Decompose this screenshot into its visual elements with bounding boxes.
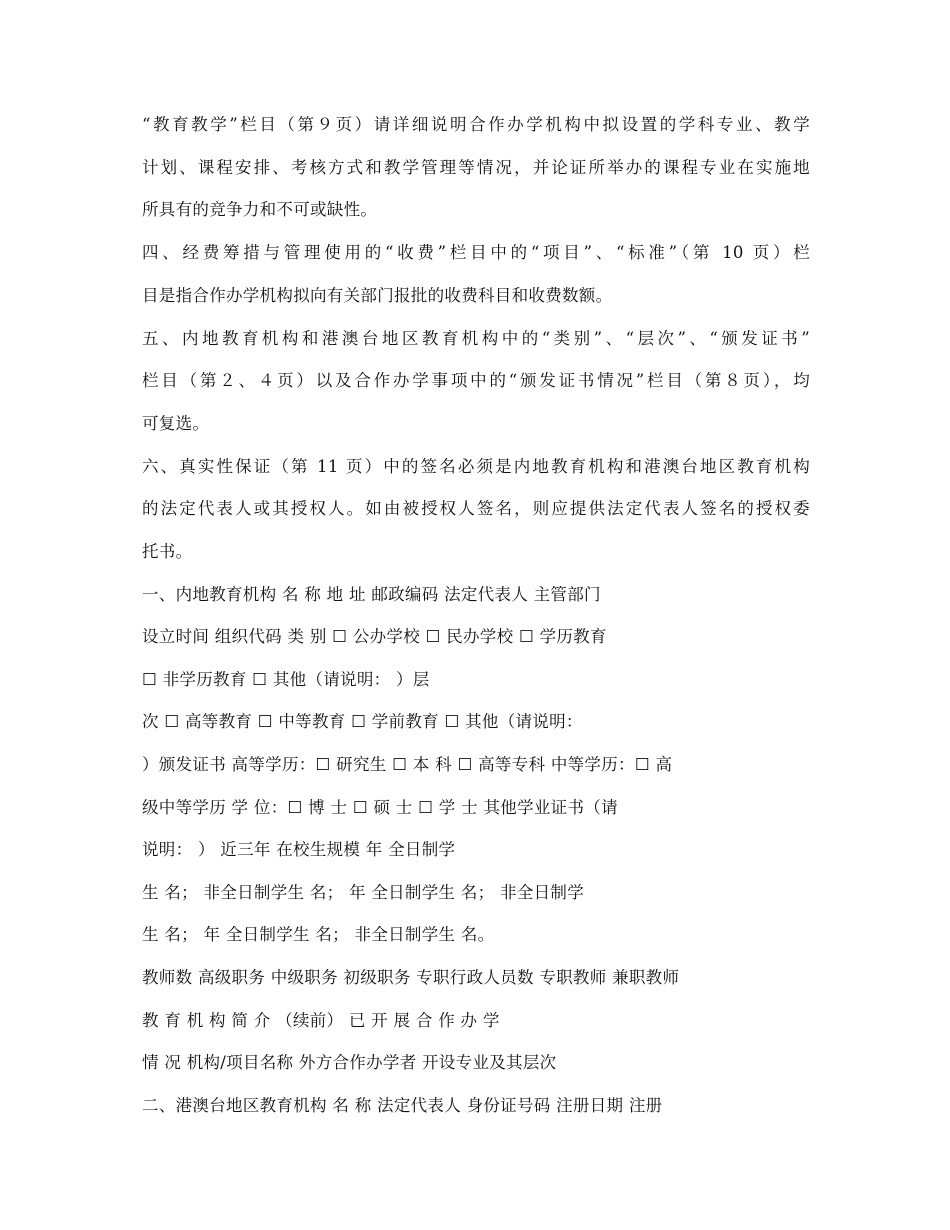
text-line: ☐ 非学历教育 ☐ 其他（请说明： ）层 [142, 670, 430, 689]
text-line: 次 ☐ 高等教育 ☐ 中等教育 ☐ 学前教育 ☐ 其他（请说明： [142, 712, 583, 731]
text-line: 托书。 [142, 542, 193, 561]
text-line: 的法定代表人或其授权人。如由被授权人签名，则应提供法定代表人签名的授权委 [142, 499, 810, 518]
text-line: 生 名； 年 全日制学生 名； 非全日制学生 名。 [142, 925, 495, 944]
text-line: 生 名； 非全日制学生 名； 年 全日制学生 名； 非全日制学 [142, 883, 585, 902]
text-line: 五、内地教育机构和港澳台地区教育机构中的“类别”、“层次”、“颁发证书” [142, 329, 810, 348]
text-line: 六、真实性保证（第 11 页）中的签名必须是内地教育机构和港澳台地区教育机构 [142, 457, 810, 476]
text-line: 四、经费筹措与管理使用的“收费”栏目中的“项目”、“标准”（第 10 页）栏 [142, 243, 810, 262]
text-line: 计划、课程安排、考核方式和教学管理等情况，并论证所举办的课程专业在实施地 [142, 158, 810, 177]
text-line: 所具有的竞争力和不可或缺性。 [142, 200, 378, 219]
text-line: 情 况 机构/项目名称 外方合作办学者 开设专业及其层次 [142, 1053, 557, 1072]
text-line: 栏目（第２、４页）以及合作办学事项中的“颁发证书情况”栏目（第８页），均 [142, 371, 810, 390]
text-line: 级中等学历 学 位：☐ 博 士 ☐ 硕 士 ☐ 学 士 其他学业证书（请 [142, 798, 618, 817]
text-line: 目是指合作办学机构拟向有关部门报批的收费科目和收费数额。 [142, 286, 613, 305]
text-line: 教师数 高级职务 中级职务 初级职务 专职行政人员数 专职教师 兼职教师 [142, 968, 680, 987]
text-line: 二、港澳台地区教育机构 名 称 法定代表人 身份证号码 注册日期 注册 [142, 1096, 663, 1115]
text-line: 设立时间 组织代码 类 别 ☐ 公办学校 ☐ 民办学校 ☐ 学历教育 [142, 627, 607, 646]
text-line: 说明： ） 近三年 在校生规模 年 全日制学 [142, 840, 456, 859]
text-line: 一、内地教育机构 名 称 地 址 邮政编码 法定代表人 主管部门 [142, 585, 601, 604]
text-line: ）颁发证书 高等学历：☐ 研究生 ☐ 本 科 ☐ 高等专科 中等学历：☐ 高 [142, 755, 673, 774]
text-line: “教育教学”栏目（第９页）请详细说明合作办学机构中拟设置的学科专业、教学 [142, 115, 810, 134]
text-line: 教 育 机 构 简 介 （续前） 已 开 展 合 作 办 学 [142, 1011, 500, 1030]
text-line: 可复选。 [142, 414, 210, 433]
